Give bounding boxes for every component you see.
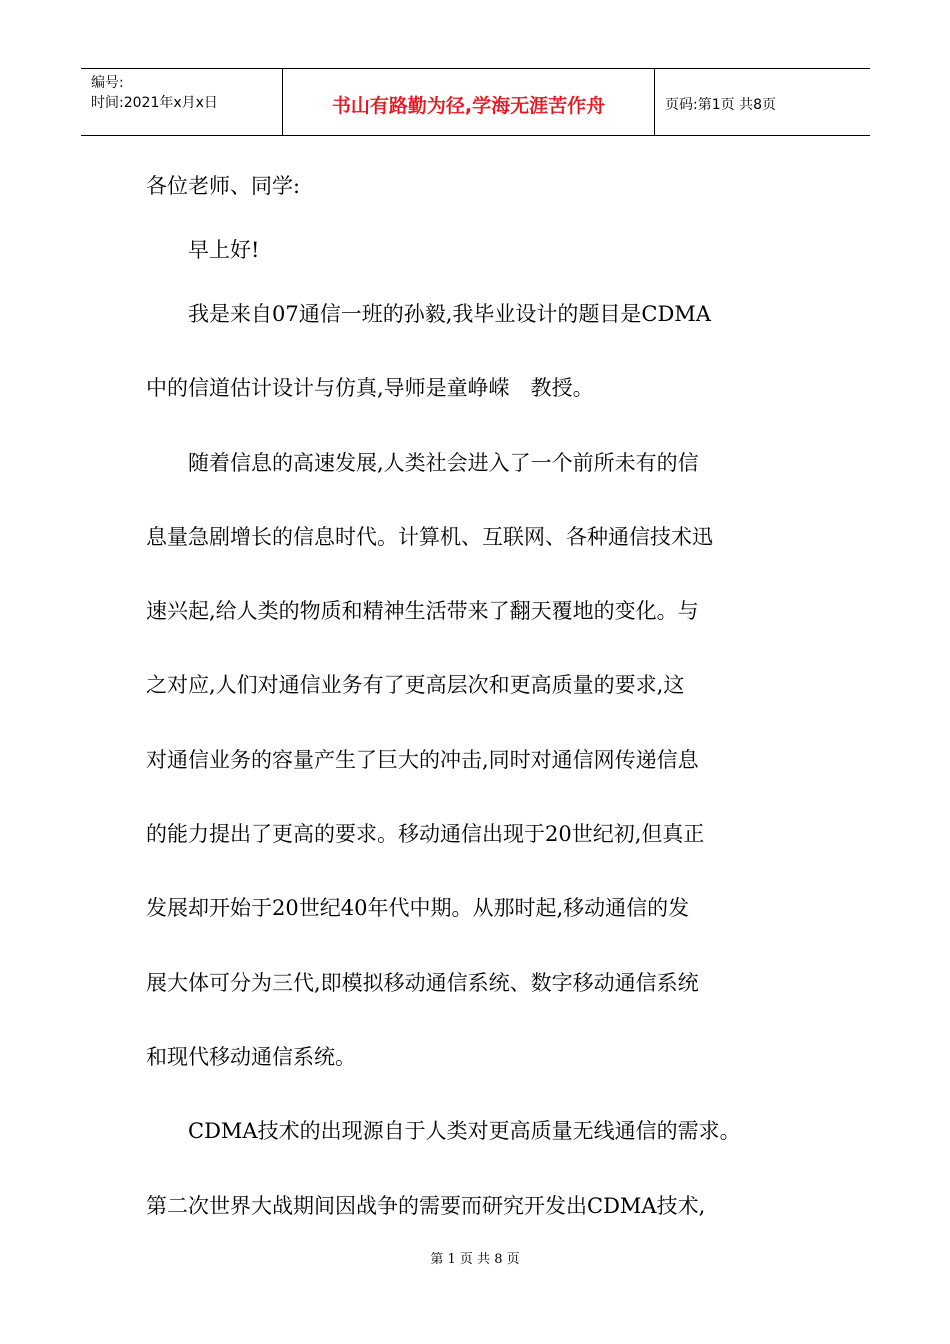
body-line: 我是来自07通信一班的孙毅,我毕业设计的题目是CDMA — [146, 302, 711, 326]
header-page-label: 页码:第1页 共8页 — [665, 97, 776, 113]
body-line: 第二次世界大战期间因战争的需要而研究开发出CDMA技术, — [146, 1193, 706, 1218]
body-line: 发展却开始于20世纪40年代中期。从那时起,移动通信的发 — [146, 896, 690, 921]
body-line: 早上好! — [146, 238, 260, 262]
header-meta — [81, 69, 283, 135]
body-line: 各位老师、同学: — [146, 174, 301, 198]
document-number-label: 编号: — [91, 75, 124, 91]
body-line: 和现代移动通信系统。 — [146, 1044, 356, 1069]
document-body — [146, 160, 810, 1254]
header-motto: 书山有路勤为径,学海无涯苦作舟 — [283, 69, 655, 135]
body-line: 息量急剧增长的信息时代。计算机、互联网、各种通信技术迅 — [146, 524, 713, 549]
body-line: 速兴起,给人类的物质和精神生活带来了翻天覆地的变化。与 — [146, 599, 699, 624]
body-line: 展大体可分为三代,即模拟移动通信系统、数字移动通信系统 — [146, 970, 699, 995]
body-line: 对通信业务的容量产生了巨大的冲击,同时对通信网传递信息 — [146, 747, 699, 772]
page-footer: 第 1 页 共 8 页 — [430, 1252, 520, 1267]
body-line: CDMA技术的出现源自于人类对更高质量无线通信的需求。 — [146, 1119, 741, 1144]
body-line: 中的信道估计设计与仿真,导师是童峥嵘 教授。 — [146, 376, 594, 401]
body-line: 的能力提出了更高的要求。移动通信出现于20世纪初,但真正 — [146, 822, 705, 847]
body-line: 随着信息的高速发展,人类社会进入了一个前所未有的信 — [146, 450, 699, 475]
document-header — [81, 68, 870, 136]
body-line: 之对应,人们对通信业务有了更高层次和更高质量的要求,这 — [146, 673, 685, 698]
document-time-label: 时间:2021年x月x日 — [91, 95, 218, 111]
